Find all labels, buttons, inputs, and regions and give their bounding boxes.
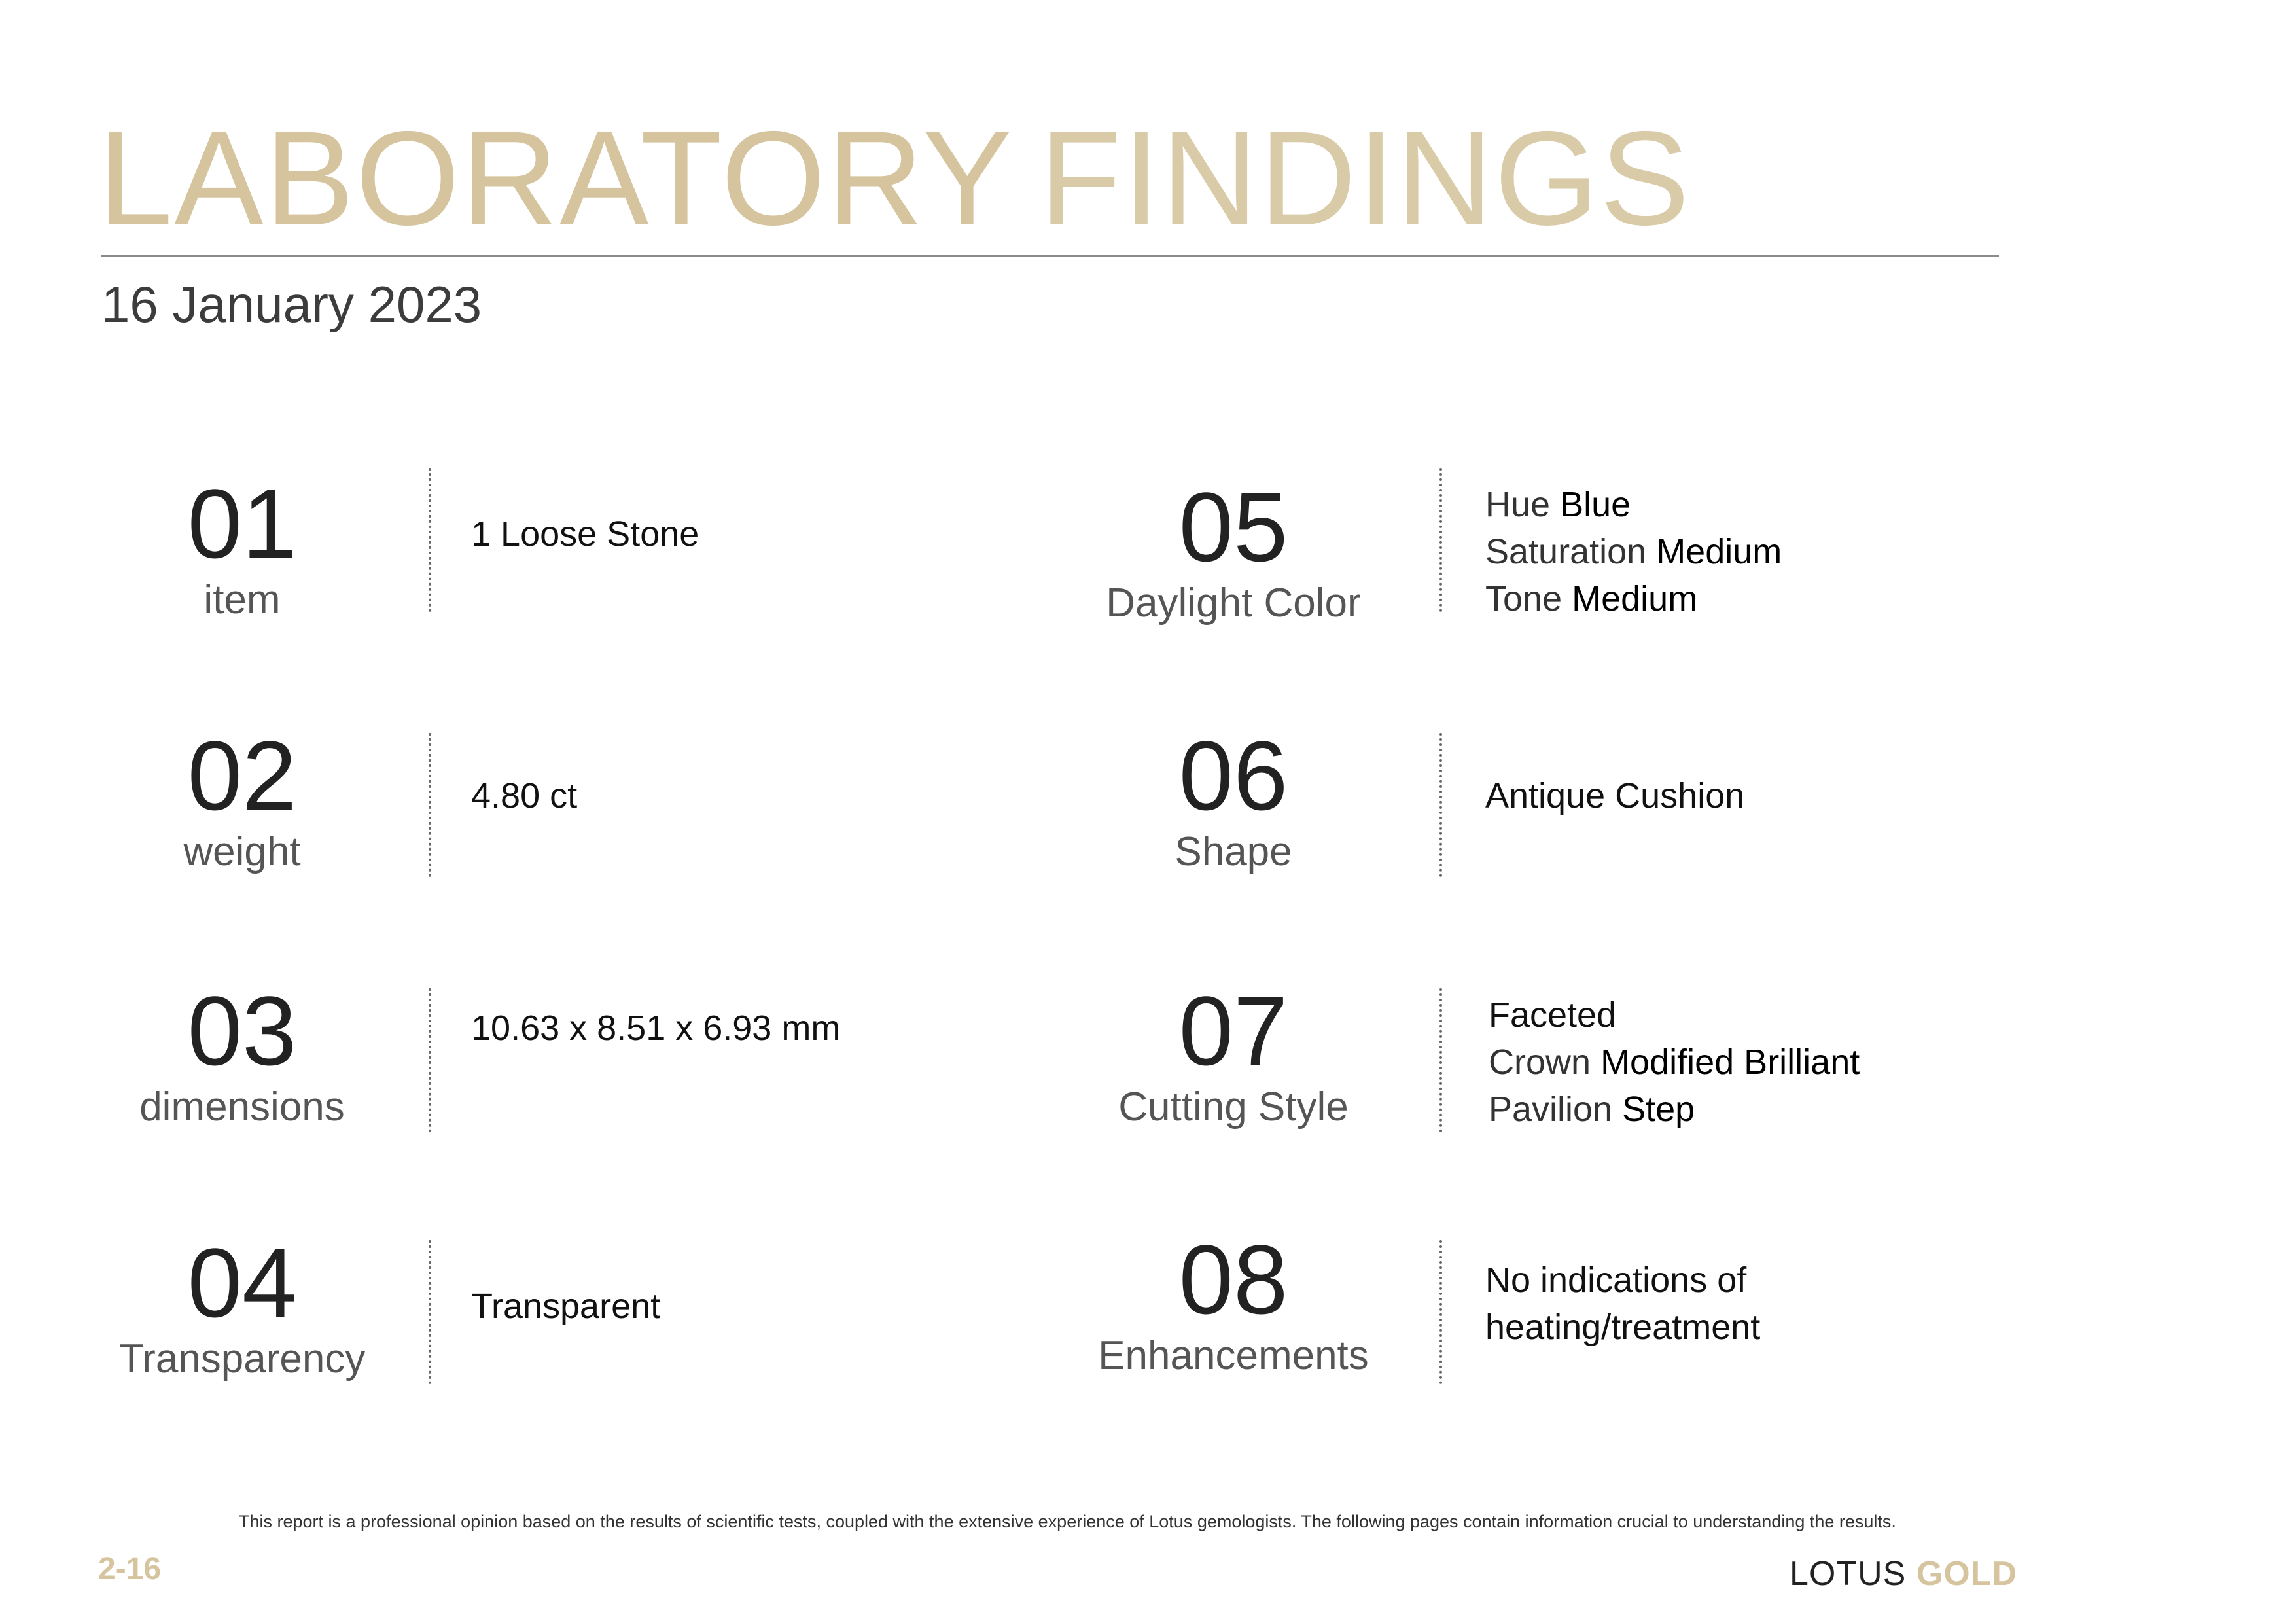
finding-02-value: 4.80 ct	[471, 776, 578, 815]
saturation-key: Saturation	[1485, 532, 1647, 571]
finding-number: 04	[187, 1228, 297, 1338]
hue-line	[1485, 481, 1782, 528]
saturation-value: Medium	[1656, 532, 1782, 571]
finding-label: dimensions	[139, 1084, 345, 1130]
dotted-divider	[1439, 988, 1442, 1132]
finding-05-value	[1485, 481, 1782, 622]
finding-number: 05	[1178, 472, 1288, 582]
tone-key: Tone	[1485, 579, 1563, 618]
finding-01-value: 1 Loose Stone	[471, 514, 699, 554]
brand-logo	[1790, 1554, 2017, 1594]
header-divider	[101, 255, 1999, 257]
dotted-divider	[1439, 733, 1442, 877]
finding-03-heading	[98, 976, 386, 1130]
enhancement-line-2: heating/treatment	[1485, 1308, 1761, 1347]
dotted-divider	[429, 733, 431, 877]
finding-label: Cutting Style	[1118, 1084, 1349, 1130]
finding-03-value: 10.63 x 8.51 x 6.93 mm	[471, 1008, 841, 1048]
finding-07-heading	[1089, 976, 1377, 1130]
finding-05-heading	[1089, 472, 1377, 626]
dotted-divider	[429, 988, 431, 1132]
finding-number: 06	[1178, 721, 1288, 830]
finding-04-heading	[98, 1228, 386, 1382]
title-bold: LABORATORY	[98, 103, 1014, 253]
report-date: 16 January 2023	[101, 276, 482, 333]
finding-label: Enhancements	[1098, 1333, 1369, 1378]
finding-number: 02	[187, 721, 297, 830]
finding-08-heading	[1089, 1224, 1377, 1379]
disclaimer: This report is a professional opinion based on the results of scientific tests, coupled with the extensive experience of Lotus gemologists. The following pages contain information crucial to understanding the results.	[239, 1512, 1896, 1531]
finding-label: weight	[183, 829, 301, 874]
tone-line	[1485, 575, 1782, 622]
finding-06-value: Antique Cushion	[1485, 776, 1745, 815]
finding-label: item	[203, 577, 281, 622]
faceted-line: Faceted	[1489, 995, 1617, 1035]
pavilion-line	[1489, 1086, 1860, 1133]
dotted-divider	[429, 468, 431, 612]
finding-label: Transparency	[118, 1336, 366, 1382]
pavilion-key: Pavilion	[1489, 1090, 1613, 1129]
finding-04-value: Transparent	[471, 1287, 661, 1326]
saturation-line	[1485, 528, 1782, 575]
title-light: FINDINGS	[1039, 103, 1691, 253]
finding-number: 01	[187, 469, 297, 579]
crown-value: Modified Brilliant	[1600, 1043, 1860, 1082]
pavilion-value: Step	[1622, 1090, 1695, 1129]
finding-07-value	[1489, 991, 1860, 1133]
enhancement-line-1: No indications of	[1485, 1260, 1747, 1300]
crown-key: Crown	[1489, 1043, 1591, 1082]
dotted-divider	[429, 1240, 431, 1384]
finding-08-value	[1485, 1257, 1760, 1351]
hue-value: Blue	[1560, 485, 1631, 524]
page-title	[98, 103, 1691, 253]
finding-02-heading	[98, 721, 386, 875]
brand-tier: GOLD	[1916, 1555, 2018, 1593]
brand-name: LOTUS	[1790, 1555, 1907, 1593]
finding-number: 03	[187, 976, 297, 1086]
finding-01-heading	[98, 469, 386, 623]
finding-label: Daylight Color	[1106, 580, 1361, 626]
finding-06-heading	[1089, 721, 1377, 875]
dotted-divider	[1439, 468, 1442, 612]
finding-number: 08	[1178, 1224, 1288, 1334]
dotted-divider	[1439, 1240, 1442, 1384]
page-number: 2-16	[98, 1552, 162, 1586]
finding-number: 07	[1178, 976, 1288, 1086]
tone-value: Medium	[1572, 579, 1698, 618]
crown-line	[1489, 1039, 1860, 1086]
finding-label: Shape	[1174, 829, 1292, 874]
hue-key: Hue	[1485, 485, 1551, 524]
